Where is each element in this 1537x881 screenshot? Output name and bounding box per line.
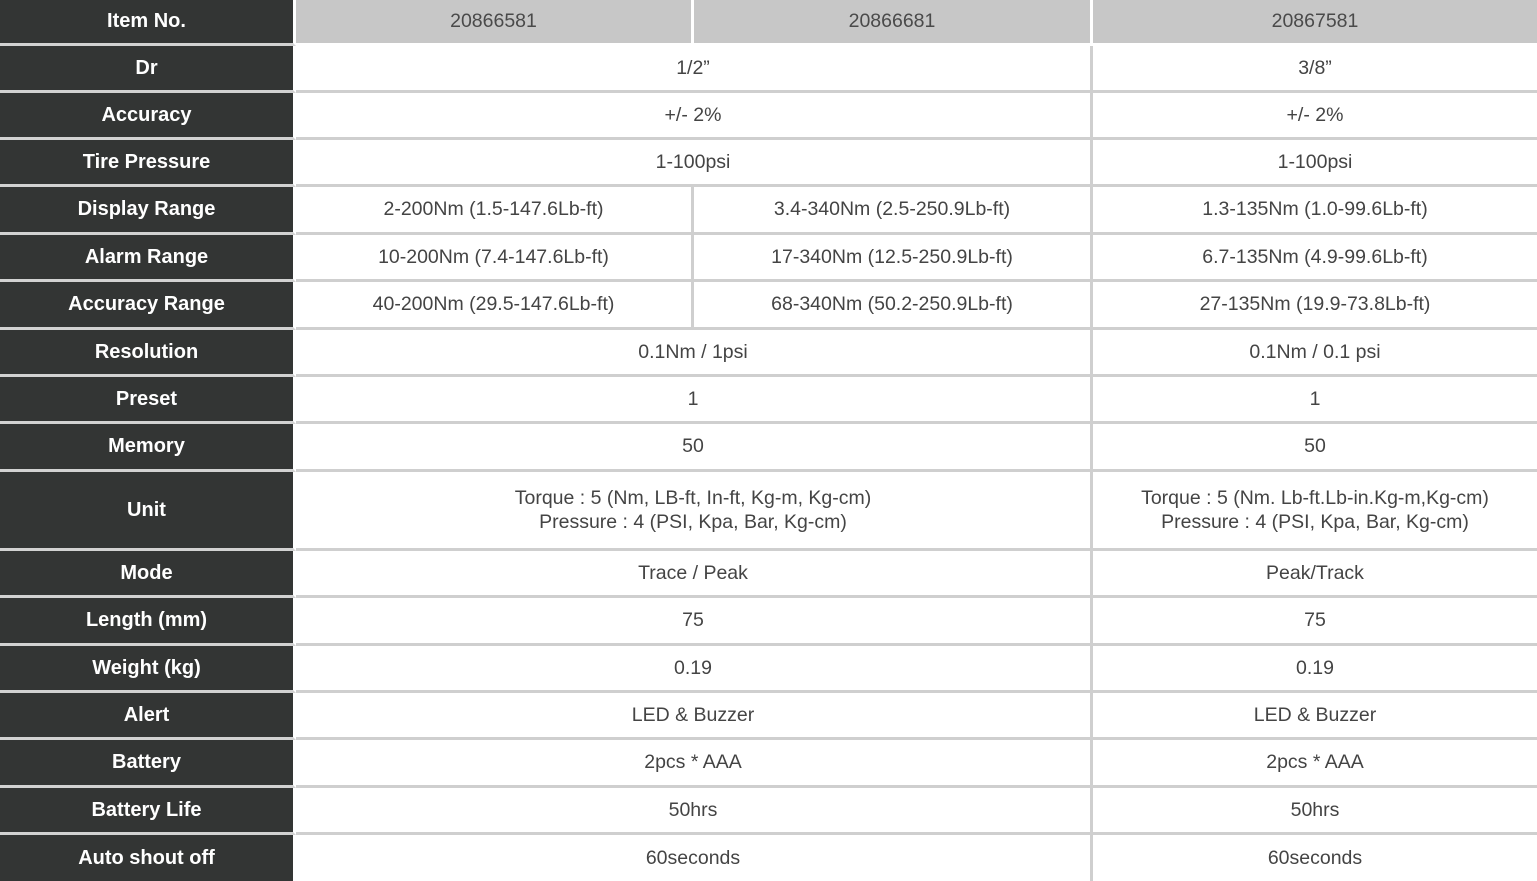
item-no-cell: 20866681 [694,0,1093,46]
value-cell: 0.19 [1093,646,1537,693]
table-row [0,93,1537,140]
value-cell: 40-200Nm (29.5-147.6Lb-ft) [296,282,694,330]
value-cell: 6.7-135Nm (4.9-99.6Lb-ft) [1093,235,1537,282]
row-label-mode: Mode [0,551,296,598]
value-cell-multiline [1093,472,1537,551]
value-cell: 3/8” [1093,46,1537,93]
value-cell: Trace / Peak [296,551,1093,598]
table-row [0,187,1537,235]
value-cell: 50 [296,424,1093,472]
value-cell: 2pcs * AAA [1093,740,1537,788]
row-label-resolution: Resolution [0,330,296,377]
row-label-dr: Dr [0,46,296,93]
value-cell: 0.19 [296,646,1093,693]
value-cell: 60seconds [1267,846,1363,869]
item-no-cell: 20866581 [296,0,694,46]
value-cell: 1/2” [296,46,1093,93]
value-cell: 1-100psi [296,140,1093,187]
table-row [0,377,1537,424]
value-cell: 60seconds [296,835,1093,881]
value-cell: 2-200Nm (1.5-147.6Lb-ft) [296,187,694,235]
row-label-unit: Unit [0,472,296,551]
row-label-item-no: Item No. [0,0,296,46]
value-cell: 68-340Nm (50.2-250.9Lb-ft) [694,282,1093,330]
value-cell: +/- 2% [296,93,1093,140]
row-label-display-range: Display Range [0,187,296,235]
row-label-battery-life: Battery Life [0,788,296,835]
value-cell: 0.1Nm / 0.1 psi [1093,330,1537,377]
value-cell: 50hrs [1093,788,1537,835]
value-cell: 17-340Nm (12.5-250.9Lb-ft) [694,235,1093,282]
value-cell: +/- 2% [1093,93,1537,140]
value-cell: LED & Buzzer [296,693,1093,740]
table-row [0,140,1537,187]
value-cell: 1.3-135Nm (1.0-99.6Lb-ft) [1093,187,1537,235]
value-cell: Peak/Track [1093,551,1537,598]
row-label-preset: Preset [0,377,296,424]
value-cell: 2pcs * AAA [296,740,1093,788]
row-label-auto-shut-off: Auto shout off [0,835,296,881]
value-cell: 27-135Nm (19.9-73.8Lb-ft) [1093,282,1537,330]
value-cell: 50hrs [296,788,1093,835]
value-cell: 75 [1093,598,1537,646]
value-cell: 1-100psi [1093,140,1537,187]
unit-pressure-text: Pressure : 4 (PSI, Kpa, Bar, Kg-cm) [1161,511,1469,533]
row-label-length: Length (mm) [0,598,296,646]
table-row [0,424,1537,472]
value-cell: 75 [296,598,1093,646]
table-row [0,472,1537,551]
table-row [0,330,1537,377]
value-cell: 3.4-340Nm (2.5-250.9Lb-ft) [694,187,1093,235]
row-label-alarm-range: Alarm Range [0,235,296,282]
table-row [0,835,1537,881]
table-row [0,693,1537,740]
table-row [0,598,1537,646]
table-row [0,551,1537,598]
value-cell: 10-200Nm (7.4-147.6Lb-ft) [296,235,694,282]
unit-pressure-text: Pressure : 4 (PSI, Kpa, Bar, Kg-cm) [539,511,847,533]
table-header-row [0,0,1537,46]
value-cell-multiline [296,472,1093,551]
row-label-accuracy-range: Accuracy Range [0,282,296,330]
row-label-accuracy: Accuracy [0,93,296,140]
row-label-tire-pressure: Tire Pressure [0,140,296,187]
value-cell: 50 [1093,424,1537,472]
value-cell: 0.1Nm / 1psi [296,330,1093,377]
value-cell: 1 [1093,377,1537,424]
table-row [0,46,1537,93]
table-row [0,646,1537,693]
item-no-cell: 20867581 [1093,0,1537,46]
unit-torque-text: Torque : 5 (Nm, LB-ft, In-ft, Kg-m, Kg-cm) [514,486,872,509]
table-row [0,282,1537,330]
value-cell: LED & Buzzer [1093,693,1537,740]
row-label-battery: Battery [0,740,296,788]
table-row [0,235,1537,282]
table-row [0,740,1537,788]
unit-torque-text: Torque : 5 (Nm. Lb-ft.Lb-in.Kg-m,Kg-cm) [1141,486,1489,509]
row-label-alert: Alert [0,693,296,740]
table-row [0,788,1537,835]
row-label-memory: Memory [0,424,296,472]
row-label-weight: Weight (kg) [0,646,296,693]
value-cell: 1 [296,377,1093,424]
